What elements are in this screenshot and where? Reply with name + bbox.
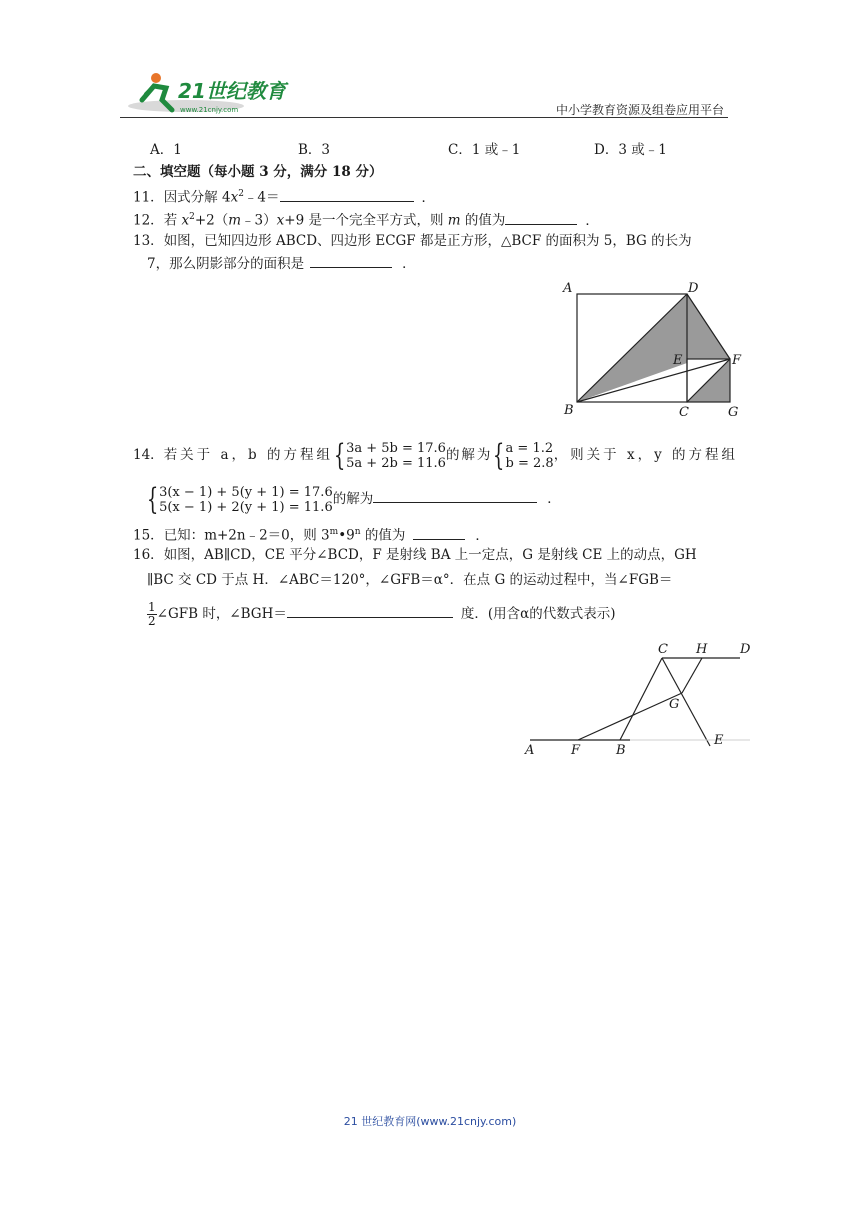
answer-blank[interactable] <box>310 254 392 268</box>
label-b: B <box>564 403 574 418</box>
label-g: G <box>669 697 680 712</box>
question-number: 16． <box>133 547 164 563</box>
label-e: E <box>673 353 683 368</box>
label-f: F <box>732 353 742 368</box>
label-a: A <box>525 743 535 758</box>
header-divider <box>120 117 728 118</box>
choice-d: D．3 或﹣1 <box>594 142 667 158</box>
label-a: A <box>563 281 573 296</box>
label-e: E <box>714 733 724 748</box>
choice-row <box>150 140 182 160</box>
question-13-line2: 7，那么阴影部分的面积是 ． <box>147 256 416 272</box>
choice-a: A．1 <box>150 142 182 158</box>
label-h: H <box>696 642 708 657</box>
choice-b: B．3 <box>298 142 331 158</box>
platform-name: 中小学教育资源及组卷应用平台 <box>555 103 724 117</box>
question-16: 16．如图，AB∥CD，CE 平分∠BCD，F 是射线 BA 上一定点，G 是射线 CE 上的动点，GH <box>133 547 697 563</box>
label-d: D <box>688 281 699 296</box>
label-g: G <box>728 405 739 420</box>
label-f: F <box>571 743 581 758</box>
answer-blank[interactable] <box>505 211 577 225</box>
brace: { <box>493 437 505 473</box>
question-12: 12．若 $x^2+2(m﹣3)x+9$ 是一个完全平方式，则 m 的值为 ． <box>133 212 599 229</box>
question-14-line2: {3(x − 1) + 5(y + 1) = 17.6 5(x − 1) + 2(y + 1) = 11.6的解为 ． <box>146 481 561 517</box>
brace: { <box>146 481 159 517</box>
answer-blank[interactable] <box>413 526 465 540</box>
question-14: 14．若关于 a，b 的方程组{3a + 5b = 17.6 5a + 2b = 11.6的解为{a = 1.2 b = 2.8，则关于 x，y 的方程组 <box>133 437 739 473</box>
answer-blank[interactable] <box>280 188 414 202</box>
answer-blank[interactable] <box>287 604 453 618</box>
fraction-half: $\frac{1}{2}$ <box>148 600 156 628</box>
question-13: 13．如图，已知四边形 ABCD、四边形 ECGF 都是正方形，△BCF 的面积为 5，BG 的长为 <box>133 233 692 249</box>
question-number: 14． <box>133 447 164 463</box>
footer-link[interactable]: 21 世纪教育网(www.21cnjy.com) <box>343 1115 517 1128</box>
question-number: 11． <box>133 189 164 206</box>
equation-system-1: 3a + 5b = 17.6 5a + 2b = 11.6 <box>346 440 446 471</box>
figure-squares <box>560 276 750 424</box>
label-b: B <box>616 743 626 758</box>
site-logo <box>126 70 296 120</box>
figure-parallel-lines <box>520 636 760 758</box>
solution-system: a = 1.2 b = 2.8 <box>505 440 554 471</box>
question-number: 12． <box>133 212 164 229</box>
shaded-region <box>577 294 730 402</box>
choice-c: C．1 或﹣1 <box>448 142 521 158</box>
svg-text:www.21cnjy.com: www.21cnjy.com <box>180 106 239 114</box>
equation-system-2: 3(x − 1) + 5(y + 1) = 17.6 5(x − 1) + 2(y + 1) = 11.6 <box>159 484 333 515</box>
question-16-line3: $\frac{1}{2}$ ∠GFB 时，∠BGH＝ 度．(用含α的代数式表示) <box>148 600 616 628</box>
question-number: 15． <box>133 527 164 544</box>
question-16-line2: ∥BC 交 CD 于点 H．∠ABC＝120°，∠GFB＝α°．在点 G 的运动过程中，当∠FGB＝ <box>147 572 673 588</box>
answer-blank[interactable] <box>373 489 537 503</box>
brace: { <box>333 437 346 473</box>
label-d: D <box>740 642 751 657</box>
question-15: 15．已知：m+2n﹣2＝0，则 3$^m$•9$^n$ 的值为 ． <box>133 527 489 544</box>
label-c: C <box>679 405 689 420</box>
section-title: 二、填空题（每小题 3 分，满分 18 分） <box>133 164 383 180</box>
svg-text:21世纪教育: 21世纪教育 <box>178 79 286 103</box>
label-c: C <box>658 642 668 657</box>
question-number: 13． <box>133 233 164 249</box>
question-11: 11．因式分解 $4x^2﹣4=$ ． <box>133 189 436 206</box>
